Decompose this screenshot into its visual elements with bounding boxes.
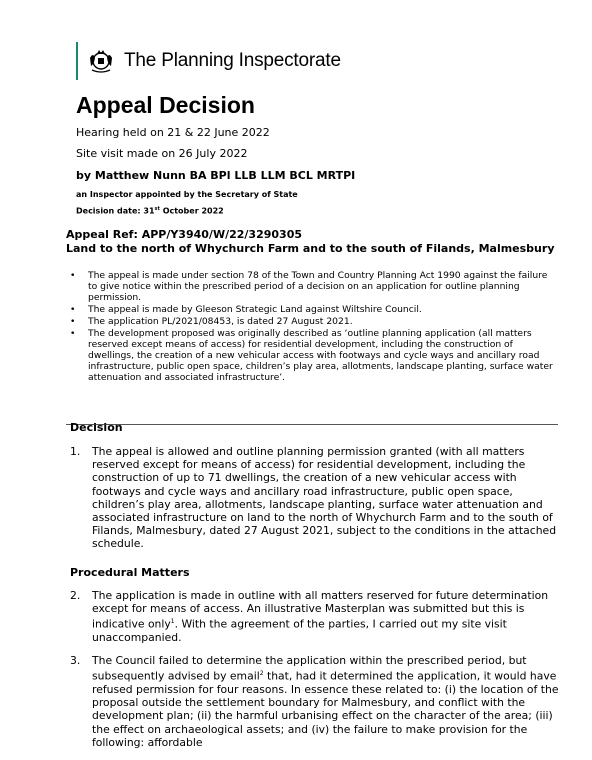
list-item: • The application PL/2021/08453, is dated 27 August 2021. <box>70 316 353 327</box>
decision-date-prefix: Decision date: 31 <box>76 206 155 216</box>
decision-date-suffix: October 2022 <box>159 206 224 216</box>
footnote-ref-1[interactable]: 1 <box>170 618 175 626</box>
hearing-date: Hearing held on 21 & 22 June 2022 <box>76 126 270 139</box>
appointment-note: an Inspector appointed by the Secretary of State <box>76 190 298 199</box>
paragraph-text-b: that, had it determined the application, it would have refused permission for four reasons. In essence these related to: (i) the location of the proposal outside the settlement boundary for Malmesbury, and conflict with the development plan; (ii) the harmful urbanising effect on the character of the area; (iii) the effect on archaeological assets; and (iv) the failure to make provision for the following: affordable <box>92 669 559 749</box>
paragraph-text <box>92 589 560 644</box>
paragraph-text: The appeal is allowed and outline planning permission granted (with all matters reserved except for means of access) for residential development, including the construction of up to 71 dwellings, the creation of a new vehicular access with footways and cycle ways and ancillary road infrastructure, public open space, children’s play area, allotments, landscape planting, surface water attenuation and associated infrastructure on land to the north of Whychurch Farm and to the south of Filands, Malmesbury, dated 27 August 2021, subject to the conditions in the attached schedule. <box>92 445 557 551</box>
case-bullets <box>66 270 556 384</box>
paragraph-3 <box>70 654 560 749</box>
bullet-text: The development proposed was originally described as ‘outline planning application (all matters reserved except means of access) for residential development, including the construction of dwellings, the creation of a new vehicular access with footways and cycle ways and ancillary road infrastructure, public open space, children’s play area, allotments, landscape planting, surface water attenuation and associated infrastructure’. <box>88 328 553 383</box>
paragraph-text <box>92 654 560 749</box>
paragraph-text-b: . With the agreement of the parties, I carried out my site visit unaccompanied. <box>92 618 507 645</box>
paragraph-number: 1. <box>70 445 81 458</box>
footnote-ref-2[interactable]: 2 <box>259 670 264 678</box>
paragraph-number: 3. <box>70 654 81 667</box>
inspector-name: by Matthew Nunn BA BPl LLB LLM BCL MRTPI <box>76 169 356 182</box>
decision-heading: Decision <box>70 421 123 434</box>
bullet-text: The appeal is made by Gleeson Strategic Land against Wiltshire Council. <box>88 304 422 315</box>
case-box <box>66 224 558 425</box>
list-item: • The development proposed was originally described as ‘outline planning application (all matters reserved except means of access) for residential development, including the construction of dwellings, the creation of a new vehicular access with footways and cycle ways and ancillary road infrastructure, public open space, children’s play area, allotments, landscape planting, surface water attenuation and associated infrastructure’. <box>70 328 553 383</box>
appeal-site: Land to the north of Whychurch Farm and to the south of Filands, Malmesbury <box>66 242 555 255</box>
header-logo <box>76 42 341 80</box>
procedural-heading: Procedural Matters <box>70 566 190 579</box>
appeal-ref: Appeal Ref: APP/Y3940/W/22/3290305 <box>66 228 302 241</box>
org-name: The Planning Inspectorate <box>124 50 341 71</box>
paragraph-2 <box>70 589 560 644</box>
list-item: • The appeal is made by Gleeson Strategic Land against Wiltshire Council. <box>70 304 422 315</box>
bullet-text: The application PL/2021/08453, is dated 27 August 2021. <box>88 316 353 327</box>
list-item: • The appeal is made under section 78 of the Town and Country Planning Act 1990 against the failure to give notice within the prescribed period of a decision on an application for outline planning permission. <box>70 270 548 303</box>
logo-rule <box>76 42 78 80</box>
royal-crest-icon <box>86 46 116 76</box>
paragraph-text-a: The Council failed to determine the application within the prescribed period, but subsequently advised by email <box>92 654 527 683</box>
decision-date-sup: st <box>154 206 160 212</box>
page-title: Appeal Decision <box>76 92 255 118</box>
bullet-text: The appeal is made under section 78 of the Town and Country Planning Act 1990 against the failure to give notice within the prescribed period of a decision on an application for outline planning permission. <box>88 270 548 303</box>
paragraph-text-a: The application is made in outline with all matters reserved for future determination except for means of access. An illustrative Masterplan was submitted but this is indicative only <box>92 589 549 631</box>
site-visit-date: Site visit made on 26 July 2022 <box>76 147 248 160</box>
decision-date <box>76 206 224 216</box>
paragraph-1 <box>70 445 560 551</box>
paragraph-number: 2. <box>70 589 81 602</box>
